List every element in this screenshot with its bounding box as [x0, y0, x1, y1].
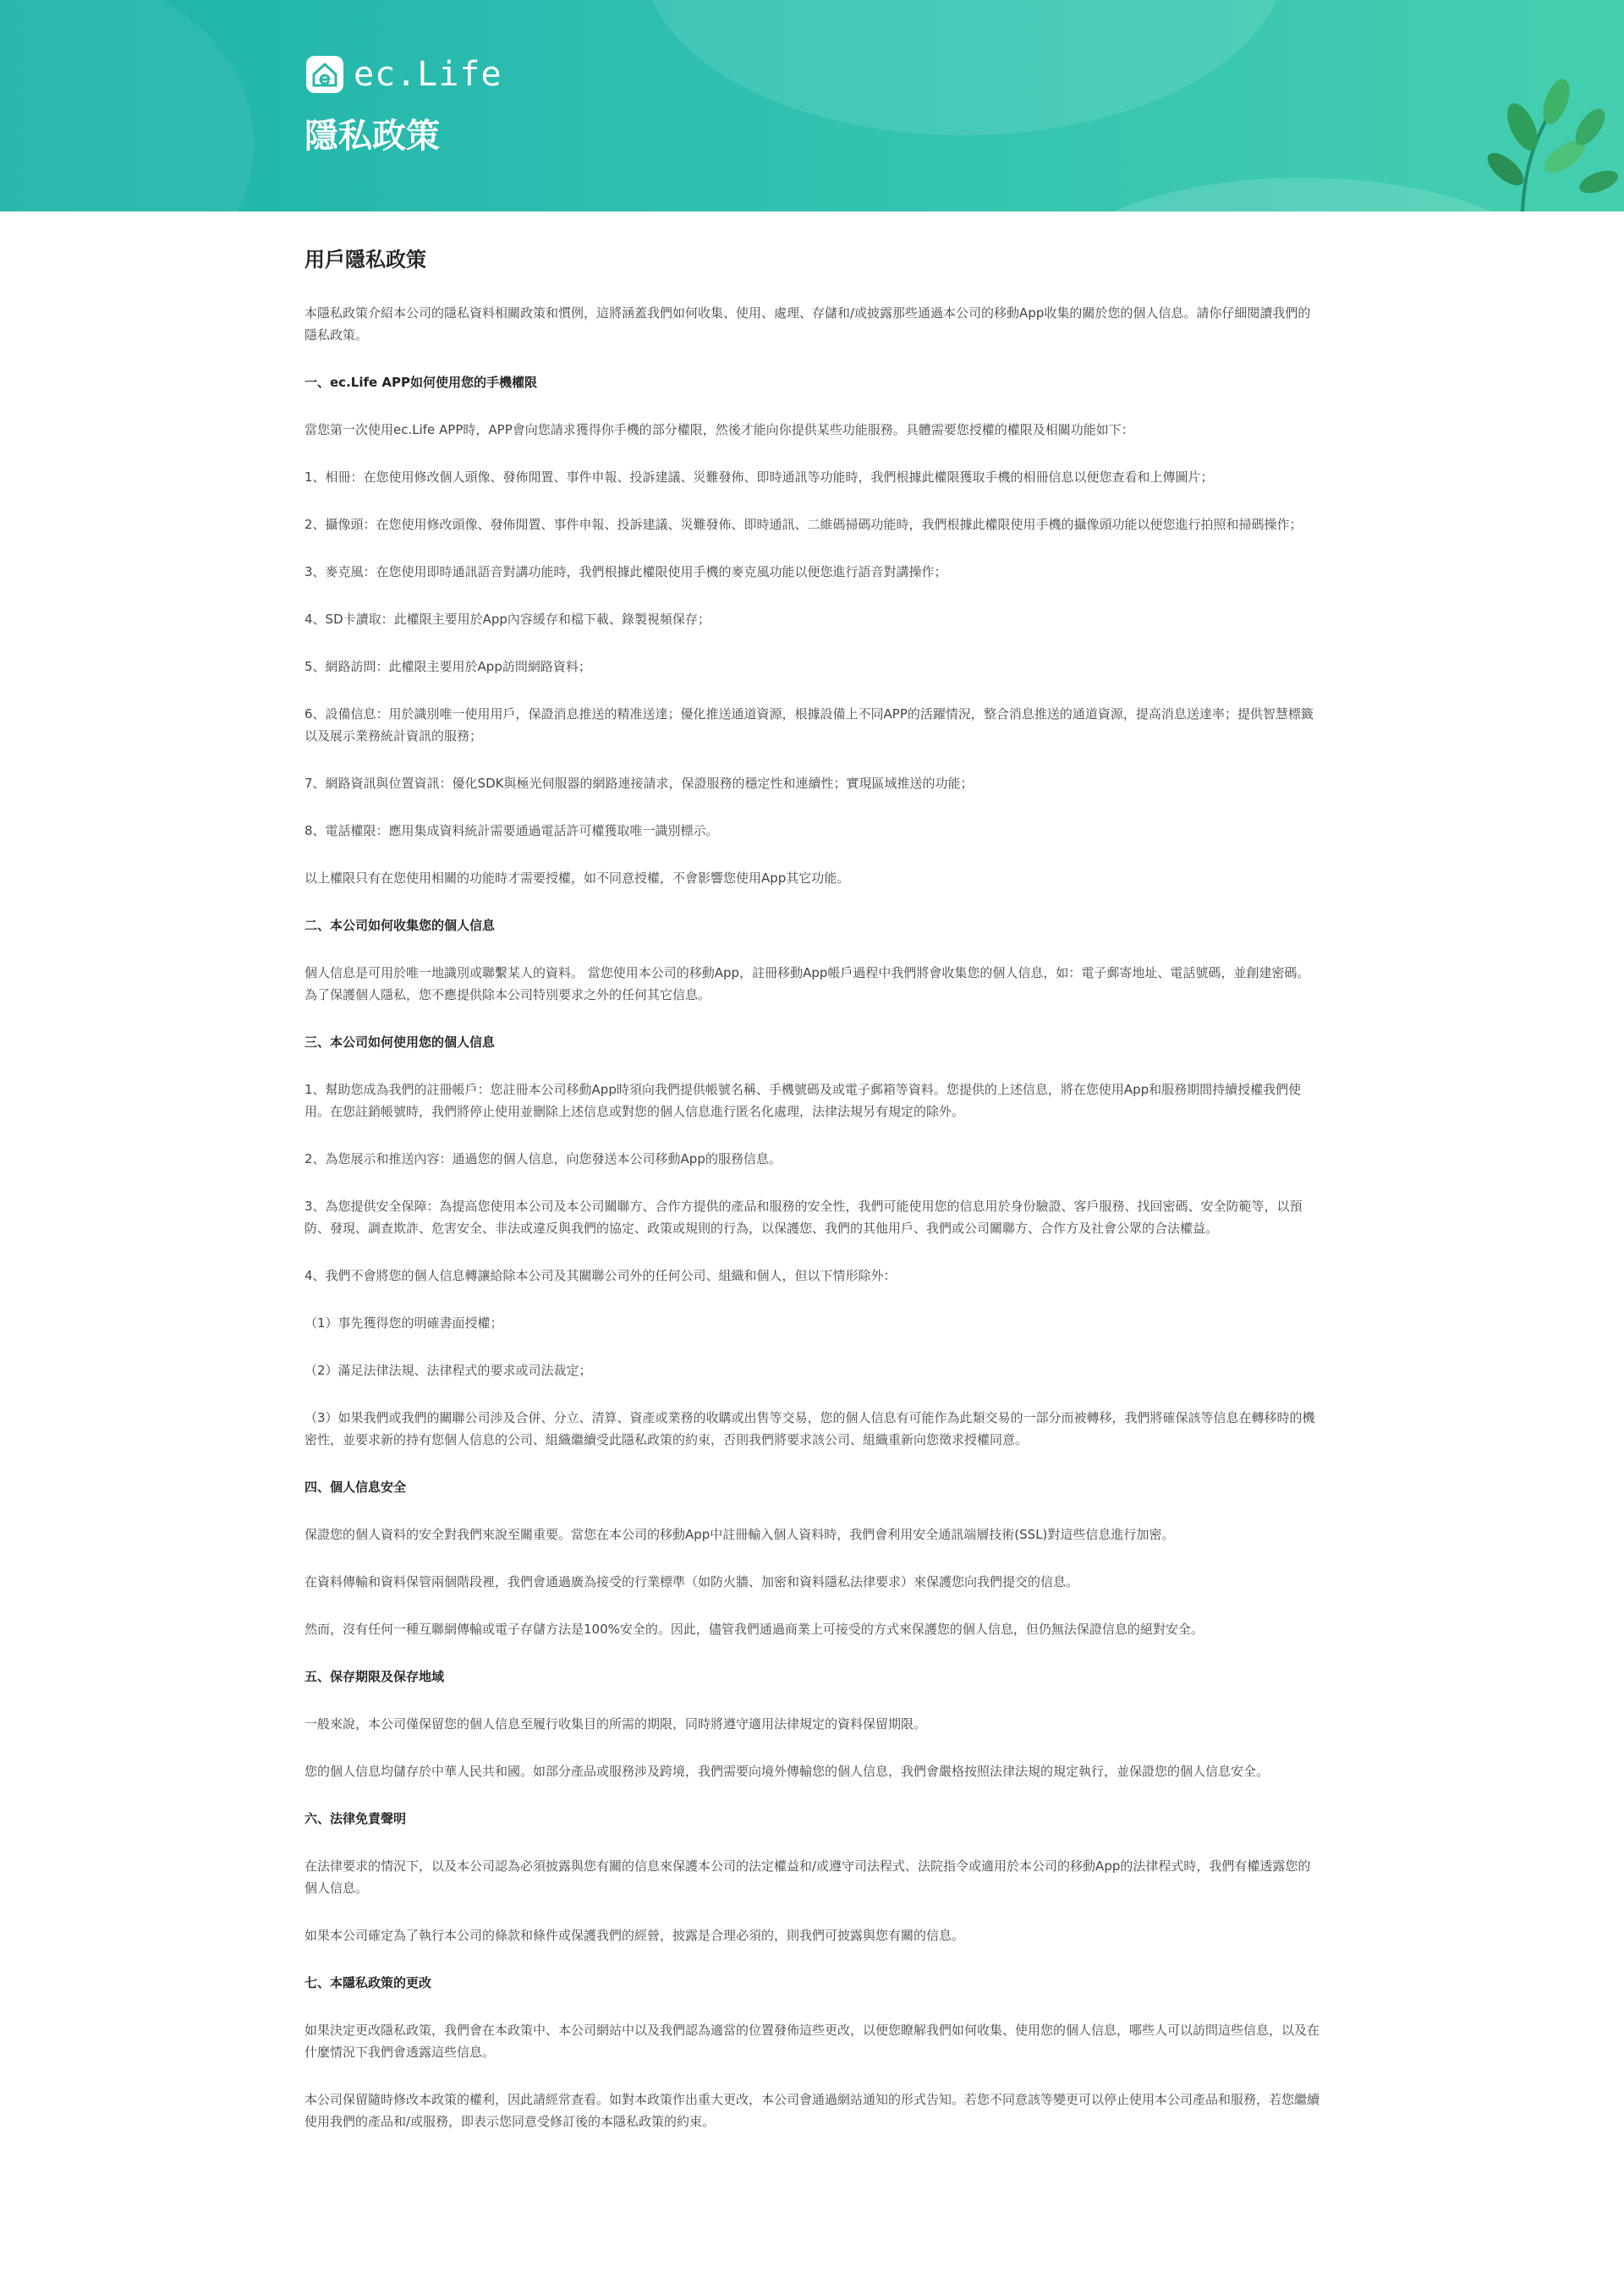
paragraph: 2、攝像頭：在您使用修改頭像、發佈閒置、事件申報、投訴建議、災難發佈、即時通訊、二維碼掃碼功能時，我們根據此權限使用手機的攝像頭功能以便您進行拍照和掃碼操作； — [304, 517, 1303, 532]
paragraph: 1、幫助您成為我們的註冊帳戶：您註冊本公司移動App時須向我們提供帳號名稱、手機號碼及或電子郵箱等資料。您提供的上述信息，將在您使用App和服務期間持續授權我們使用。在您註銷帳號時，我們將停止使用並刪除上述信息或對您的個人信息進行匿名化處理，法律法規另有規定的除外。 — [304, 1082, 1302, 1119]
header-banner — [0, 0, 1624, 211]
paragraph: （1）事先獲得您的明確書面授權； — [304, 1315, 503, 1331]
paragraph: 6、設備信息：用於識別唯一使用用戶，保證消息推送的精准送達；優化推送通道資源，根據設備上不同APP的活躍情況，整合消息推送的通道資源，提高消息送達率；提供智慧標籤以及展示業務統計資訊的服務； — [304, 706, 1314, 744]
paragraph: 在資料傳輸和資料保管兩個階段裡，我們會通過廣為接受的行業標準（如防火牆、加密和資料隱私法律要求）來保護您向我們提交的信息。 — [304, 1574, 1079, 1589]
paragraph: 本隱私政策介紹本公司的隱私資料相關政策和慣例，這將涵蓋我們如何收集、使用、處理、存儲和/或披露那些通過本公司的移動App收集的關於您的個人信息。請你仔細閱讀我們的隱私政策。 — [304, 305, 1311, 343]
section-heading: 二、本公司如何收集您的個人信息 — [304, 918, 496, 933]
paragraph: 一般來說，本公司僅保留您的個人信息至履行收集目的所需的期限，同時將遵守適用法律規定的資料保留期限。 — [304, 1716, 927, 1732]
section-heading: 三、本公司如何使用您的個人信息 — [304, 1035, 496, 1050]
paragraph: 當您第一次使用ec.Life APP時，APP會向您請求獲得你手機的部分權限，然後才能向你提供某些功能服務。具體需要您授權的權限及相關功能如下： — [304, 422, 1134, 437]
paragraph: 2、為您展示和推送內容：通過您的個人信息，向您發送本公司移動App的服務信息。 — [304, 1151, 782, 1166]
paragraph: 本公司保留隨時修改本政策的權利，因此請經常查看。如對本政策作出重大更改，本公司會通過網站通知的形式告知。若您不同意該等變更可以停止使用本公司產品和服務，若您繼續使用我們的產品和/或服務，即表示您同意受修訂後的本隱私政策的約束。 — [304, 2092, 1320, 2129]
paragraph: 7、網路資訊與位置資訊：優化SDK與極光伺服器的網路連接請求，保證服務的穩定性和連續性；實現區域推送的功能； — [304, 776, 974, 791]
paragraph: 保證您的個人資料的安全對我們來說至關重要。當您在本公司的移動App中註冊輸入個人資料時，我們會利用安全通訊端層技術(SSL)對這些信息進行加密。 — [304, 1527, 1175, 1542]
paragraph: 如果本公司確定為了執行本公司的條款和條件或保護我們的經營，披露是合理必須的，則我們可披露與您有關的信息。 — [304, 1928, 965, 1943]
banner-decoration-shape — [0, 0, 254, 211]
page-title: 隱私政策 — [304, 117, 440, 156]
paragraph: 5、網路訪問：此權限主要用於App訪問網路資料； — [304, 659, 591, 674]
paragraph: 1、相冊：在您使用修改個人頭像、發佈閒置、事件申報、投訴建議、災難發佈、即時通訊等功能時，我們根據此權限獲取手機的相冊信息以便您查看和上傳圖片； — [304, 469, 1214, 485]
banner-decoration-shape — [643, 0, 1286, 135]
paragraph: 4、我們不會將您的個人信息轉讓給除本公司及其關聯公司外的任何公司、組織和個人，但以下情形除外： — [304, 1268, 897, 1283]
paragraph: 您的個人信息均儲存於中華人民共和國。如部分產品或服務涉及跨境，我們需要向境外傳輸您的個人信息，我們會嚴格按照法律法規的規定執行，並保證您的個人信息安全。 — [304, 1764, 1270, 1779]
brand-logo — [304, 52, 502, 96]
paragraph: 然而，沒有任何一種互聯網傳輸或電子存儲方法是100%安全的。因此，儘管我們通過商業上可接受的方式來保護您的個人信息，但仍無法保證信息的絕對安全。 — [304, 1622, 1204, 1637]
paragraph: 4、SD卡讀取：此權限主要用於App內容緩存和檔下載、錄製視頻保存； — [304, 612, 710, 627]
paragraph: 以上權限只有在您使用相關的功能時才需要授權，如不同意授權，不會影響您使用App其它功能。 — [304, 870, 850, 886]
paragraph: 3、為您提供安全保障：為提高您使用本公司及本公司關聯方、合作方提供的產品和服務的安全性，我們可能使用您的信息用於身份驗證、客戶服務、找回密碼、安全防範等，以預防、發現、調查欺詐、危害安全、非法或違反與我們的協定、政策或規則的行為，以保護您、我們的其他用戶、我們或公司關聯方、合作方及社會公眾的合法權益。 — [304, 1199, 1303, 1236]
section-heading: 六、法律免責聲明 — [304, 1811, 407, 1826]
document-title: 用戶隱私政策 — [304, 248, 426, 272]
section-heading: 一、ec.Life APP如何使用您的手機權限 — [304, 375, 537, 390]
policy-document — [304, 243, 1320, 2158]
section-heading: 七、本隱私政策的更改 — [304, 1975, 432, 1990]
paragraph: （2）滿足法律法規、法律程式的要求或司法裁定； — [304, 1363, 592, 1378]
home-e-logo-icon — [304, 54, 345, 95]
paragraph: 在法律要求的情況下，以及本公司認為必須披露與您有關的信息來保護本公司的法定權益和/或遵守司法程式、法院指令或適用於本公司的移動App的法律程式時，我們有權透露您的個人信息。 — [304, 1858, 1311, 1896]
section-heading: 五、保存期限及保存地域 — [304, 1669, 445, 1684]
section-heading: 四、個人信息安全 — [304, 1479, 407, 1495]
leaves-icon — [1472, 76, 1624, 211]
paragraph: 如果決定更改隱私政策，我們會在本政策中、本公司網站中以及我們認為適當的位置發佈這些更改，以便您瞭解我們如何收集、使用您的個人信息，哪些人可以訪問這些信息，以及在什麼情況下我們會透露這些信息。 — [304, 2023, 1320, 2060]
paragraph: 個人信息是可用於唯一地識別或聯繫某人的資料。 當您使用本公司的移動App，註冊移動App帳戶過程中我們將會收集您的個人信息，如：電子郵寄地址、電話號碼，並創建密碼。為了保護個人隱私，您不應提供除本公司特別要求之外的任何其它信息。 — [304, 965, 1310, 1002]
paragraph: 8、電話權限：應用集成資料統計需要通過電話許可權獲取唯一識別標示。 — [304, 823, 719, 838]
paragraph: 3、麥克風：在您使用即時通訊語音對講功能時，我們根據此權限使用手機的麥克風功能以便您進行語音對講操作； — [304, 564, 947, 579]
brand-name: ec.Life — [354, 55, 502, 94]
paragraph: （3）如果我們或我們的關聯公司涉及合併、分立、清算、資產或業務的收購或出售等交易，您的個人信息有可能作為此類交易的一部分而被轉移，我們將確保該等信息在轉移時的機密性，並要求新的持有您個人信息的公司、組織繼續受此隱私政策的約束，否則我們將要求該公司、組織重新向您徵求授權同意。 — [304, 1410, 1315, 1447]
